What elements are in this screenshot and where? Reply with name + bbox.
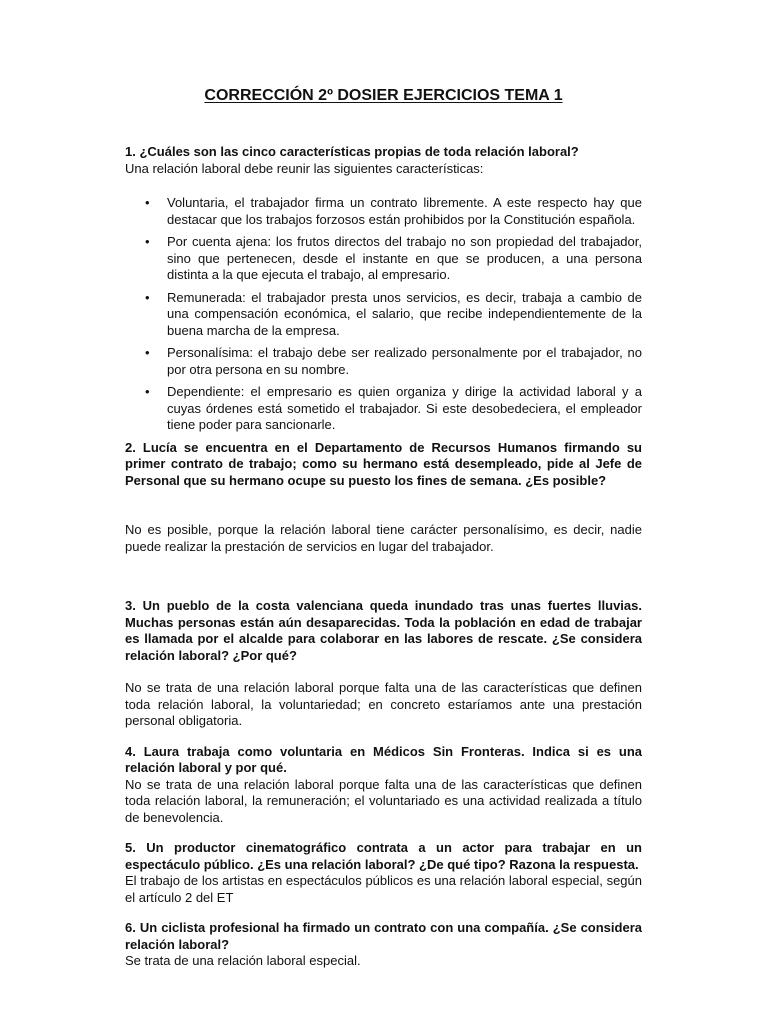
list-item-text: Por cuenta ajena: los frutos directos del trabajo no son propiedad del trabajador, sino que pertenecen, desde el instante en que se producen, a una persona distinta a la que ejecuta el trabajo, al empresario.	[167, 234, 642, 282]
bullet-icon: •	[145, 234, 150, 249]
list-item-text: Dependiente: el empresario es quien organiza y dirige la actividad laboral y a cuyas órdenes está sometido el trabajador. Si este desobedeciera, el empleador tiene poder para sancionarle.	[167, 384, 642, 432]
characteristics-list	[125, 195, 642, 434]
list-item	[125, 384, 642, 434]
question-3: 3. Un pueblo de la costa valenciana queda inundado tras unas fuertes lluvias. Muchas personas están aún desaparecidas. Toda la población en edad de trabajar es llamada por el alcalde para colaborar en las labores de rescate. ¿Se considera relación laboral? ¿Por qué?	[125, 598, 642, 663]
bullet-icon: •	[145, 289, 150, 305]
answer-3: No se trata de una relación laboral porque falta una de las características que definen toda relación laboral, la voluntariedad; en concreto estaríamos ante una prestación personal obligatoria.	[125, 680, 642, 728]
question-5: 5. Un productor cinematográfico contrata a un actor para trabajar en un espectáculo público. ¿Es una relación laboral? ¿De qué tipo? Razona la respuesta.	[125, 840, 642, 872]
list-item	[125, 195, 642, 228]
question-1: 1. ¿Cuáles son las cinco características propias de toda relación laboral?	[125, 144, 579, 159]
question-2: 2. Lucía se encuentra en el Departamento de Recursos Humanos firmando su primer contrato de trabajo; como su hermano está desempleado, pide al Jefe de Personal que su hermano ocupe su puesto los fines de semana. ¿Es posible?	[125, 439, 642, 488]
question-block-6	[125, 920, 642, 970]
question-block-4	[125, 744, 642, 827]
question-block-2	[125, 440, 642, 556]
list-item-text: Remunerada: el trabajador presta unos servicios, es decir, trabaja a cambio de una compensación económica, el salario, que recibe independientemente de la buena marcha de la empresa.	[167, 289, 642, 338]
bullet-icon: •	[145, 384, 150, 399]
answer-2: No es posible, porque la relación laboral tiene carácter personalísimo, es decir, nadie puede realizar la prestación de servicios en lugar del trabajador.	[125, 522, 642, 554]
list-item	[125, 345, 642, 378]
document-title: CORRECCIÓN 2º DOSIER EJERCICIOS TEMA 1	[204, 87, 563, 104]
list-item	[125, 290, 642, 340]
answer-1-intro: Una relación laboral debe reunir las siguientes características:	[125, 160, 484, 176]
list-item-text: Voluntaria, el trabajador firma un contrato libremente. A este respecto hay que destacar que los trabajos forzosos están prohibidos por la Constitución española.	[167, 195, 642, 227]
bullet-icon: •	[145, 345, 150, 360]
list-item-text: Personalísima: el trabajo debe ser realizado personalmente por el trabajador, no por otra persona en su nombre.	[167, 345, 642, 377]
answer-4: No se trata de una relación laboral porque falta una de las características que definen toda relación laboral, la remuneración; el voluntariado es una actividad realizada a título de benevolencia.	[125, 776, 642, 825]
question-block-3	[125, 598, 642, 730]
question-block-1	[125, 144, 642, 434]
answer-5: El trabajo de los artistas en espectáculos públicos es una relación laboral especial, según el artículo 2 del ET	[125, 873, 642, 905]
question-4: 4. Laura trabaja como voluntaria en Médicos Sin Fronteras. Indica si es una relación laboral y por qué.	[125, 743, 642, 775]
list-item	[125, 234, 642, 284]
question-block-5	[125, 840, 642, 906]
answer-6: Se trata de una relación laboral especial.	[125, 953, 361, 968]
bullet-icon: •	[145, 195, 150, 210]
question-6: 6. Un ciclista profesional ha firmado un contrato con una compañía. ¿Se considera relación laboral?	[125, 920, 642, 952]
